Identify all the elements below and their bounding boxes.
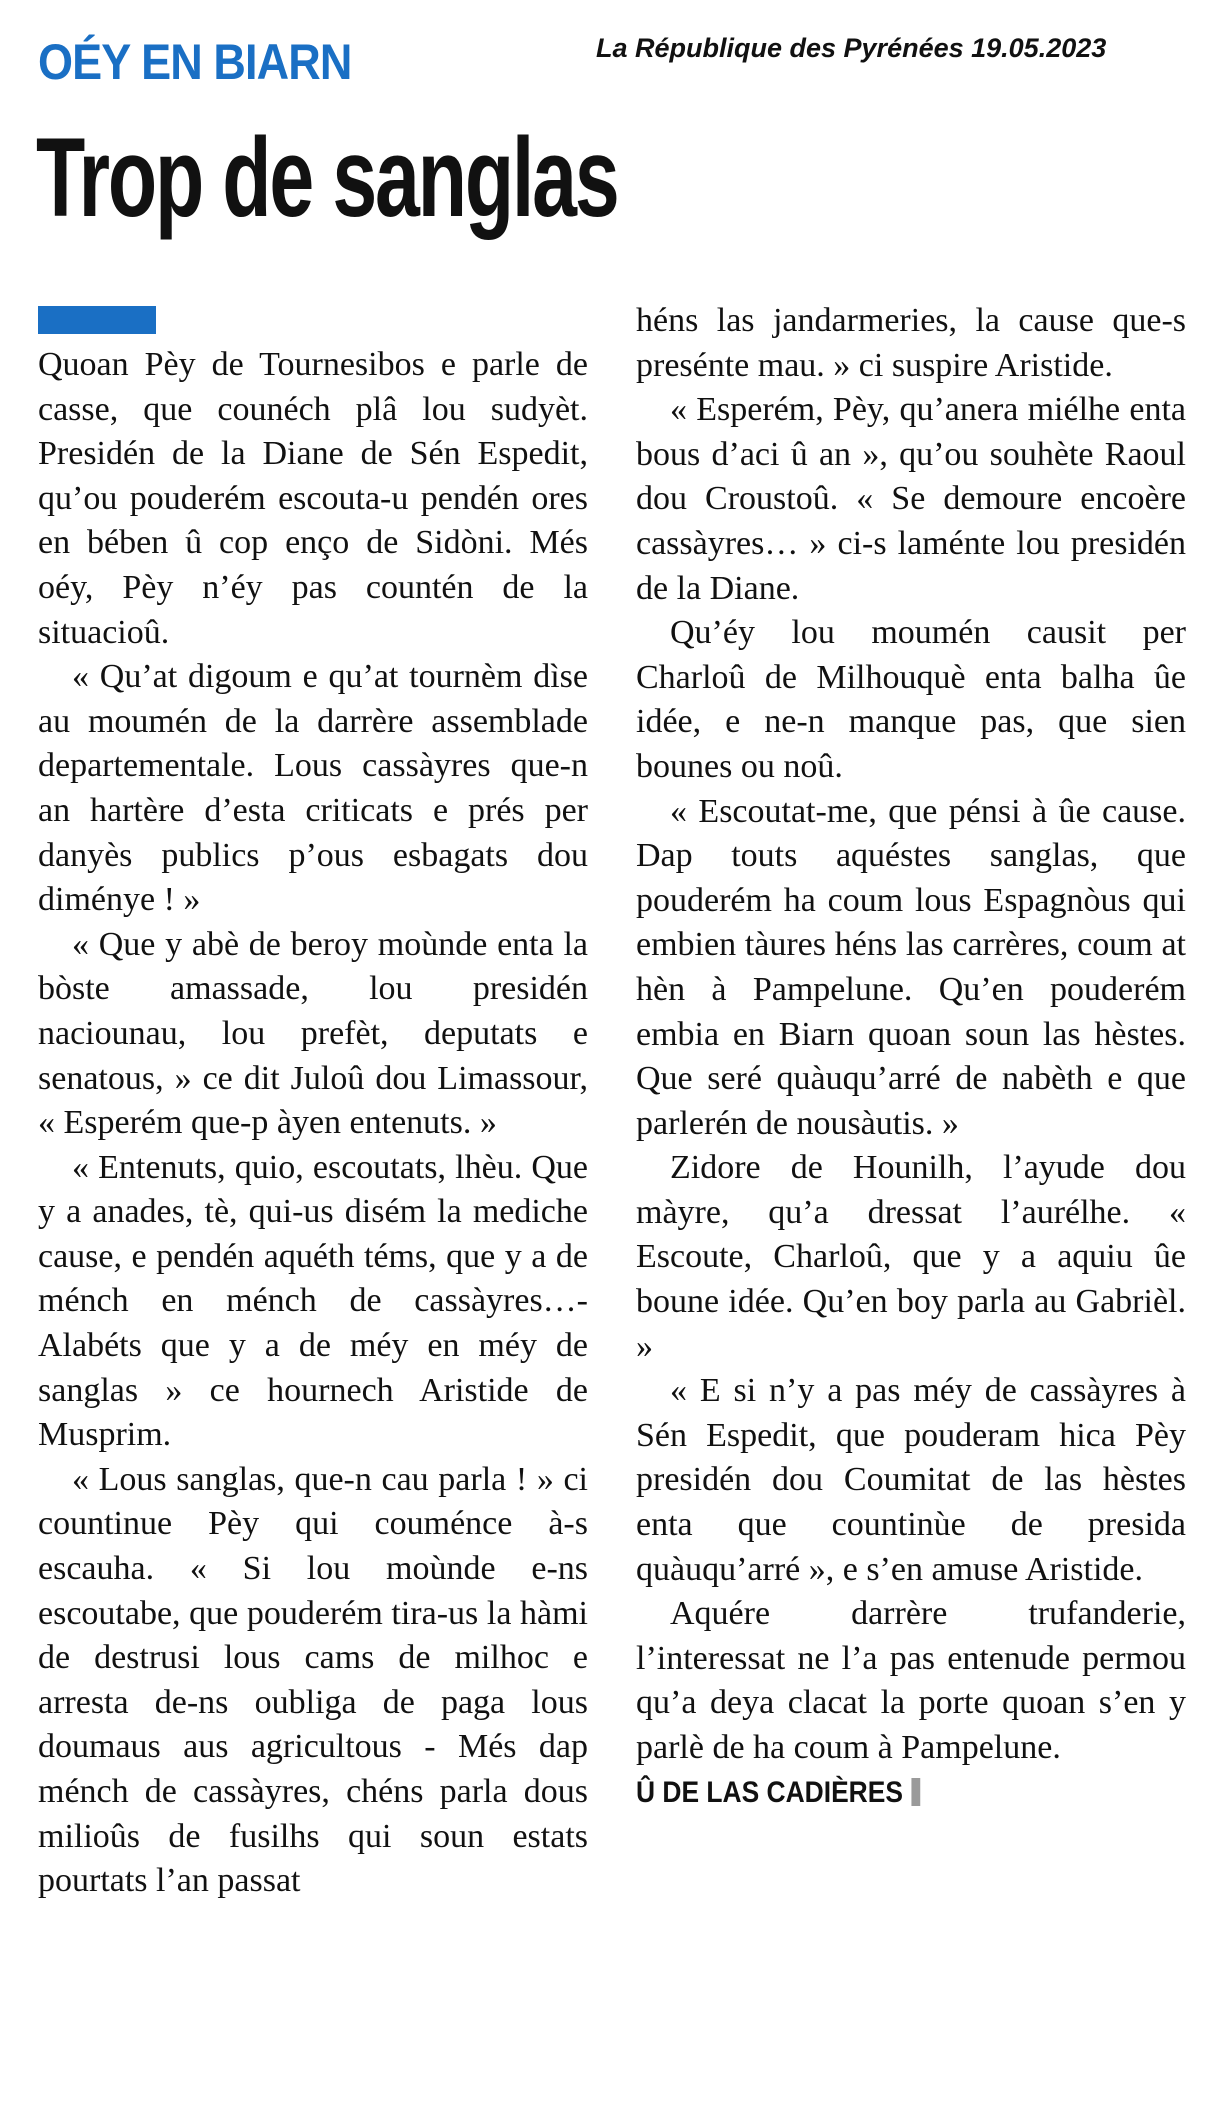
paragraph: « Entenuts, quio, escoutats, lhèu. Que y a anades, tè, qui-us disém la mediche cause, e pendén aquéth téms, que y a de ménch en ménch de cassàyres…- Alabéts que y a de méy en méy de sanglas » ce hournech Aristide de Musprim. — [38, 1148, 588, 1454]
paragraph: « Que y abè de beroy moùnde enta la bòste amassade, lou presidén naciounau, lou prefèt, deputats e senatous, » ce dit Juloû dou Limassour, « Esperém que-p àyen entenuts. » — [38, 925, 588, 1142]
accent-bar — [38, 306, 156, 334]
paragraph: Zidore de Hounilh, l’ayude dou màyre, qu’a dressat l’aurélhe. « Escoute, Charloû, que y a aquiu ûe boune idée. Qu’en boy parla au Gabrièl. » — [636, 1149, 1186, 1365]
paragraph: Qu’éy lou moumén causit per Charloû de Milhouquè enta balha ûe idée, e ne-n manque pas, que sien bounes ou noû. — [636, 614, 1186, 785]
headline: Trop de sanglas — [36, 115, 618, 240]
paragraph: « Lous sanglas, que-n cau parla ! » ci countinue Pèy qui couménce à-s escauha. « Si lou moùnde e-ns escoutabe, que pouderém tira-us la hàmi de destrusi lous cams de milhoc e arresta de-ns oubliga de paga lous doumaus aus agricultous - Més dap ménch de cassàyres, chéns parla dous milioûs de fusilhs qui soun estats pourtats l’an passat — [38, 1460, 588, 1900]
paragraph: héns las jandarmeries, la cause que-s presénte mau. » ci suspire Aristide. — [636, 302, 1186, 384]
paragraph: « E si n’y a pas méy de cassàyres à Sén Espedit, que pouderam hica Pèy presidén dou Coumitat de las hèstes enta que countinùe de presida quàuqu’arré », e s’en amuse Aristide. — [636, 1372, 1186, 1588]
section-label: OÉY EN BIARN — [38, 34, 352, 90]
paragraph: « Qu’at digoum e qu’at tournèm dìse au moumén de la darrère assemblade departementale. Lous cassàyres que-n an hartère d’esta criticats e prés per danyès publics p’ous esbagats dou diménye ! » — [38, 658, 588, 919]
author-signature — [636, 1771, 1120, 1815]
article-column-left — [38, 343, 588, 1904]
author-name: Û DE LAS CADIÈRES — [636, 1775, 903, 1809]
end-mark — [912, 1778, 921, 1806]
paragraph: « Escoutat-me, que pénsi à ûe cause. Dap touts aquéstes sanglas, que pouderém ha coum lous Espagnòus qui embien tàures héns las carrères, coum at hèn à Pampelune. Qu’en pouderém embia en Biarn quoan soun las hèstes. Que seré quàuqu’arré de nabèth e que parlerén de nousàutis. » — [636, 792, 1186, 1142]
article-column-right — [636, 299, 1186, 1815]
paragraph: « Esperém, Pèy, qu’anera miélhe enta bous d’aci û an », qu’ou souhète Raoul dou Croustoû. « Se demoure encoère cassàyres… » ci-s laménte lou presidén de la Diane. — [636, 391, 1186, 607]
paragraph: Aquére darrère trufanderie, l’interessat ne l’a pas entenude permou qu’a deya clacat la porte quoan s’en y parlè de ha coum à Pampelune. — [636, 1595, 1186, 1766]
source-line: La République des Pyrénées 19.05.2023 — [596, 33, 1107, 63]
paragraph: Quoan Pèy de Tournesibos e parle de casse, que counéch plâ lou sudyèt. Presidén de la Diane de Sén Espedit, qu’ou pouderém escouta-u pendén ores en bében û cop enço de Sidòni. Més oéy, Pèy n’éy pas countén de la situacioû. — [38, 346, 588, 651]
